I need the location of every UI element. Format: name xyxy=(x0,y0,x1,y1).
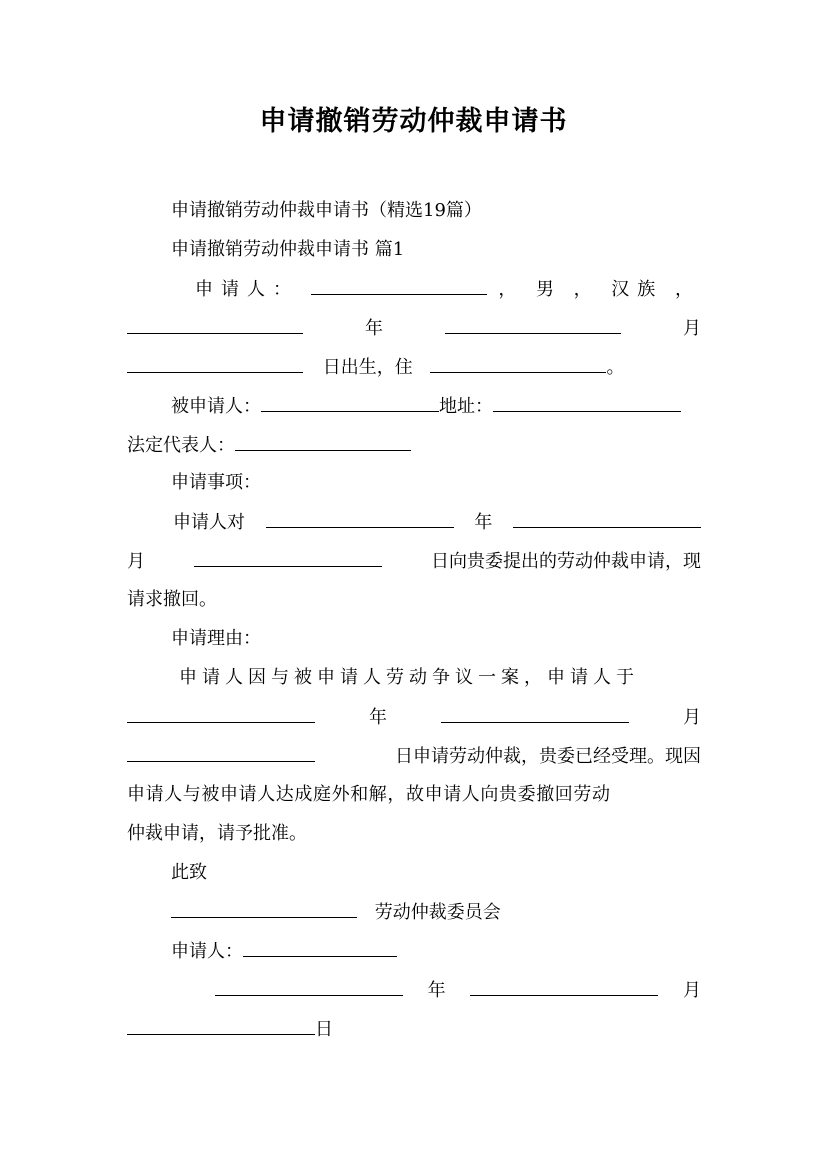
legal-rep-line xyxy=(127,432,701,459)
date-month-blank xyxy=(470,977,658,996)
applicant-label: 申请人： xyxy=(195,279,299,300)
matters-line-1 xyxy=(127,509,701,536)
date-year-blank xyxy=(215,977,403,996)
reason-line-2 xyxy=(127,704,701,731)
born-live-text: 日出生，住 xyxy=(322,357,413,378)
reason-line-1: 申请人因与被申请人劳动争议一案，申请人于 xyxy=(179,667,639,688)
document-title: 申请撤销劳动仲裁申请书 xyxy=(259,106,568,137)
birth-year-blank xyxy=(127,315,303,334)
month-text: 月 xyxy=(127,551,145,572)
year-text: 年 xyxy=(369,707,387,728)
birth-day-blank xyxy=(127,354,303,373)
matters-month-blank xyxy=(513,509,701,528)
comma: ， xyxy=(674,279,701,300)
matters-line-2 xyxy=(127,548,701,575)
matters-day-text: 日向贵委提出的劳动仲裁申请，现 xyxy=(431,551,701,572)
signer-label: 申请人： xyxy=(171,941,243,962)
birth-day-address-line xyxy=(127,354,701,381)
reason-month-blank xyxy=(441,704,629,723)
matters-line-3: 请求撤回。 xyxy=(127,589,217,610)
year-text: 年 xyxy=(427,980,446,1001)
respondent-line xyxy=(127,393,701,420)
applicant-name-blank xyxy=(311,276,487,295)
matters-year-blank xyxy=(266,509,454,528)
reason-day-text: 日申请劳动仲裁，贵委已经受理。现因 xyxy=(395,746,701,767)
committee-text: 劳动仲裁委员会 xyxy=(374,902,501,923)
committee-blank xyxy=(171,899,357,918)
year-text: 年 xyxy=(365,318,383,339)
signer-line xyxy=(127,938,701,965)
month-text: 月 xyxy=(683,707,701,728)
year-text: 年 xyxy=(474,512,493,533)
address-blank xyxy=(430,354,606,373)
matters-day-blank xyxy=(194,548,382,567)
day-text: 日 xyxy=(315,1019,333,1040)
date-day-blank xyxy=(127,1016,315,1035)
date-line-2 xyxy=(127,1016,701,1043)
applicant-line xyxy=(127,276,701,303)
ethnicity-text: 汉族 xyxy=(611,279,664,300)
comma: ， xyxy=(573,279,600,300)
section-heading: 申请撤销劳动仲裁申请书 篇1 xyxy=(171,239,405,260)
reason-line-4: 申请人与被申请人达成庭外和解，故申请人向贵委撤回劳动 xyxy=(127,784,611,805)
respondent-address-blank xyxy=(493,393,681,412)
reason-day-blank xyxy=(127,743,315,762)
legal-rep-blank xyxy=(235,432,411,451)
month-text: 月 xyxy=(682,980,701,1001)
address-label: 地址： xyxy=(439,396,493,417)
gender-text: 男 xyxy=(535,279,562,300)
matters-label: 申请事项： xyxy=(171,472,261,493)
reason-line-5: 仲裁申请，请予批准。 xyxy=(127,823,307,844)
birth-month-blank xyxy=(445,315,621,334)
salutation: 此致 xyxy=(171,862,207,883)
respondent-blank xyxy=(261,393,439,412)
signer-blank xyxy=(243,938,397,957)
reason-year-blank xyxy=(127,704,315,723)
reason-line-3 xyxy=(127,743,701,770)
month-text: 月 xyxy=(683,318,701,339)
date-line-1 xyxy=(127,977,701,1004)
comma: ， xyxy=(498,279,525,300)
legal-rep-label: 法定代表人： xyxy=(127,435,235,456)
document-subtitle: 申请撤销劳动仲裁申请书（精选19篇） xyxy=(171,200,482,221)
matters-start: 申请人对 xyxy=(173,512,245,533)
reason-label: 申请理由： xyxy=(171,628,261,649)
committee-line xyxy=(127,899,701,926)
period: 。 xyxy=(606,357,625,378)
respondent-label: 被申请人： xyxy=(171,396,261,417)
birth-year-month-line xyxy=(127,315,701,342)
